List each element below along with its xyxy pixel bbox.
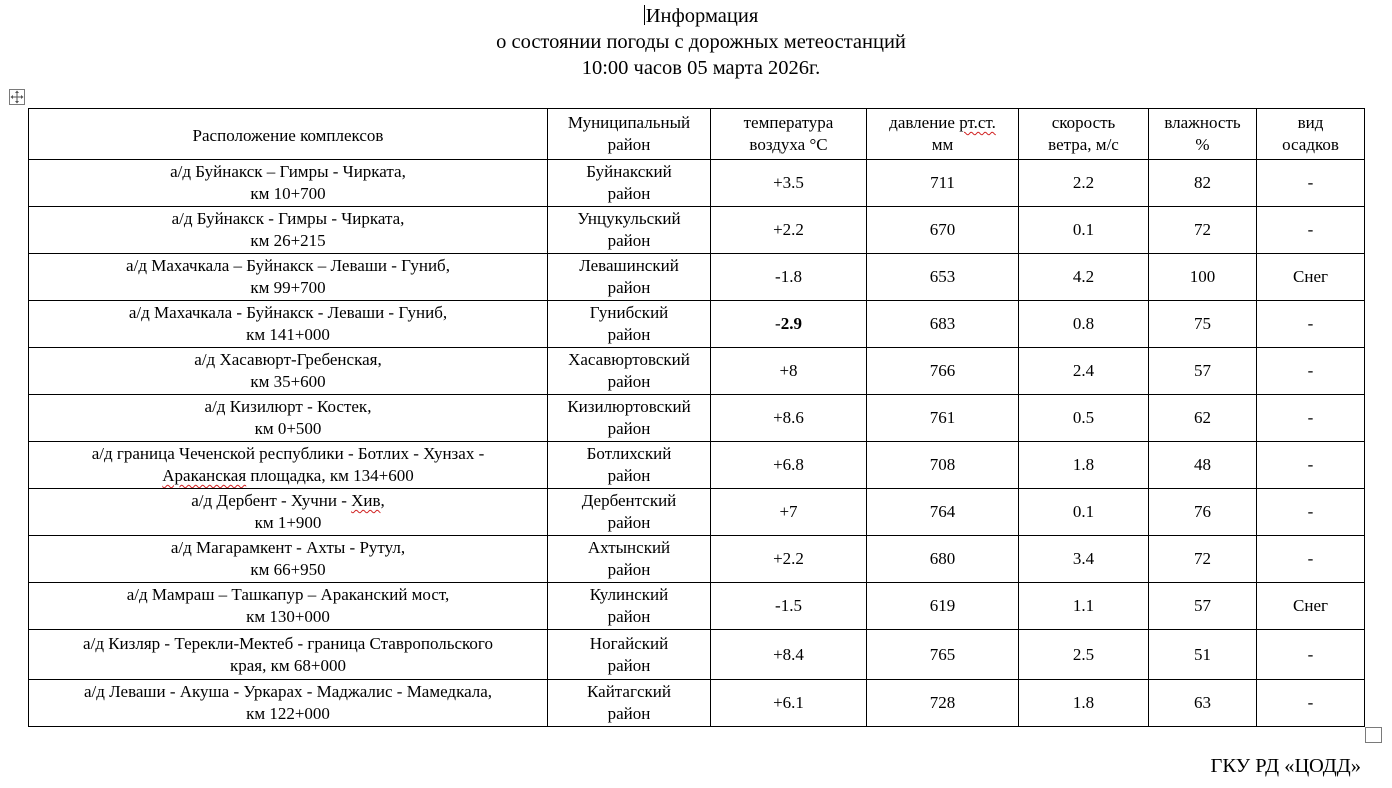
cell-district: Левашинский район — [548, 254, 711, 301]
table-row — [29, 583, 1365, 630]
cell-humidity: 72 — [1149, 536, 1257, 583]
cell-humidity: 57 — [1149, 348, 1257, 395]
cell-precipitation: - — [1257, 630, 1365, 680]
weather-table — [28, 108, 1365, 727]
table-row — [29, 536, 1365, 583]
header-temperature: температура воздуха °С — [711, 109, 867, 160]
cell-precipitation: - — [1257, 207, 1365, 254]
cell-location: а/д Хасавюрт-Гребенская, км 35+600 — [29, 348, 548, 395]
cell-location: а/д Леваши - Акуша - Уркарах - Маджалис - Мамедкала, км 122+000 — [29, 680, 548, 727]
cell-precipitation: - — [1257, 395, 1365, 442]
cell-humidity: 82 — [1149, 160, 1257, 207]
cell-precipitation: - — [1257, 489, 1365, 536]
cell-precipitation: Снег — [1257, 254, 1365, 301]
cell-location: а/д Буйнакск - Гимры - Чирката, км 26+215 — [29, 207, 548, 254]
cell-pressure: 764 — [867, 489, 1019, 536]
cell-location: а/д граница Чеченской республики - Ботлих - Хунзах - Араканская площадка, км 134+600 — [29, 442, 548, 489]
cell-wind: 0.5 — [1019, 395, 1149, 442]
cell-location: а/д Магарамкент - Ахты - Рутул, км 66+950 — [29, 536, 548, 583]
cell-location: а/д Махачкала - Буйнакск - Леваши - Гуниб, км 141+000 — [29, 301, 548, 348]
cell-temperature: +8 — [711, 348, 867, 395]
cell-location: а/д Буйнакск – Гимры - Чирката, км 10+700 — [29, 160, 548, 207]
text-cursor — [644, 5, 645, 25]
cell-pressure: 708 — [867, 442, 1019, 489]
cell-district: Ботлихский район — [548, 442, 711, 489]
table-row — [29, 630, 1365, 680]
cell-temperature: -1.8 — [711, 254, 867, 301]
table-row — [29, 489, 1365, 536]
cell-pressure: 765 — [867, 630, 1019, 680]
cell-humidity: 72 — [1149, 207, 1257, 254]
cell-location: а/д Мамраш – Ташкапур – Араканский мост, км 130+000 — [29, 583, 548, 630]
cell-temperature: -2.9 — [711, 301, 867, 348]
cell-precipitation: - — [1257, 536, 1365, 583]
cell-pressure: 711 — [867, 160, 1019, 207]
cell-wind: 1.8 — [1019, 442, 1149, 489]
cell-district: Дербентский район — [548, 489, 711, 536]
cell-pressure: 670 — [867, 207, 1019, 254]
cell-district: Кизилюртовский район — [548, 395, 711, 442]
table-row — [29, 395, 1365, 442]
cell-wind: 0.8 — [1019, 301, 1149, 348]
table-row — [29, 301, 1365, 348]
cell-temperature: +6.1 — [711, 680, 867, 727]
cell-wind: 2.2 — [1019, 160, 1149, 207]
cell-location: а/д Кизляр - Терекли-Мектеб - граница Ставропольского края, км 68+000 — [29, 630, 548, 680]
cell-temperature: +8.4 — [711, 630, 867, 680]
cell-humidity: 57 — [1149, 583, 1257, 630]
cell-pressure: 766 — [867, 348, 1019, 395]
cell-pressure: 683 — [867, 301, 1019, 348]
cell-precipitation: - — [1257, 301, 1365, 348]
table-row — [29, 348, 1365, 395]
cell-district: Гунибский район — [548, 301, 711, 348]
cell-humidity: 76 — [1149, 489, 1257, 536]
cell-pressure: 761 — [867, 395, 1019, 442]
document-title — [0, 3, 1392, 81]
cell-temperature: +8.6 — [711, 395, 867, 442]
cell-wind: 4.2 — [1019, 254, 1149, 301]
cell-location: а/д Дербент - Хучни - Хив, км 1+900 — [29, 489, 548, 536]
cell-temperature: -1.5 — [711, 583, 867, 630]
cell-humidity: 75 — [1149, 301, 1257, 348]
cell-pressure: 680 — [867, 536, 1019, 583]
move-arrows-icon[interactable] — [9, 89, 25, 105]
header-location: Расположение комплексов — [29, 109, 548, 160]
cell-precipitation: - — [1257, 348, 1365, 395]
footer-organization: ГКУ РД «ЦОДД» — [1210, 755, 1361, 777]
cell-temperature: +6.8 — [711, 442, 867, 489]
cell-wind: 1.1 — [1019, 583, 1149, 630]
title-line-3: 10:00 часов 05 марта 2026г. — [581, 57, 821, 79]
cell-district: Кайтагский район — [548, 680, 711, 727]
cell-humidity: 48 — [1149, 442, 1257, 489]
cell-district: Хасавюртовский район — [548, 348, 711, 395]
cell-district: Ногайский район — [548, 630, 711, 680]
header-row — [29, 109, 1365, 160]
cell-location: а/д Кизилюрт - Костек, км 0+500 — [29, 395, 548, 442]
table-row — [29, 254, 1365, 301]
cell-wind: 2.4 — [1019, 348, 1149, 395]
cell-precipitation: - — [1257, 680, 1365, 727]
cell-temperature: +7 — [711, 489, 867, 536]
cell-pressure: 653 — [867, 254, 1019, 301]
title-line-2: о состоянии погоды с дорожных метеостанций — [496, 31, 906, 53]
header-humidity: влажность % — [1149, 109, 1257, 160]
cell-humidity: 100 — [1149, 254, 1257, 301]
cell-wind: 3.4 — [1019, 536, 1149, 583]
cell-temperature: +2.2 — [711, 536, 867, 583]
cell-district: Ахтынский район — [548, 536, 711, 583]
resize-square-icon[interactable] — [1365, 727, 1382, 743]
cell-humidity: 63 — [1149, 680, 1257, 727]
table-row — [29, 442, 1365, 489]
cell-district: Буйнакский район — [548, 160, 711, 207]
cell-humidity: 51 — [1149, 630, 1257, 680]
table-row — [29, 680, 1365, 727]
header-district: Муниципальный район — [548, 109, 711, 160]
table-row — [29, 160, 1365, 207]
cell-pressure: 619 — [867, 583, 1019, 630]
cell-wind: 1.8 — [1019, 680, 1149, 727]
table-row — [29, 207, 1365, 254]
cell-pressure: 728 — [867, 680, 1019, 727]
cell-location: а/д Махачкала – Буйнакск – Леваши - Гуниб, км 99+700 — [29, 254, 548, 301]
header-pressure: давление рт.ст. мм — [867, 109, 1019, 160]
header-precipitation: вид осадков — [1257, 109, 1365, 160]
title-line-1: Информация — [645, 5, 759, 27]
cell-district: Кулинский район — [548, 583, 711, 630]
cell-precipitation: - — [1257, 160, 1365, 207]
cell-temperature: +3.5 — [711, 160, 867, 207]
cell-district: Унцукульский район — [548, 207, 711, 254]
cell-humidity: 62 — [1149, 395, 1257, 442]
cell-wind: 2.5 — [1019, 630, 1149, 680]
cell-wind: 0.1 — [1019, 207, 1149, 254]
cell-precipitation: Снег — [1257, 583, 1365, 630]
cell-wind: 0.1 — [1019, 489, 1149, 536]
header-wind: скорость ветра, м/с — [1019, 109, 1149, 160]
cell-precipitation: - — [1257, 442, 1365, 489]
cell-temperature: +2.2 — [711, 207, 867, 254]
